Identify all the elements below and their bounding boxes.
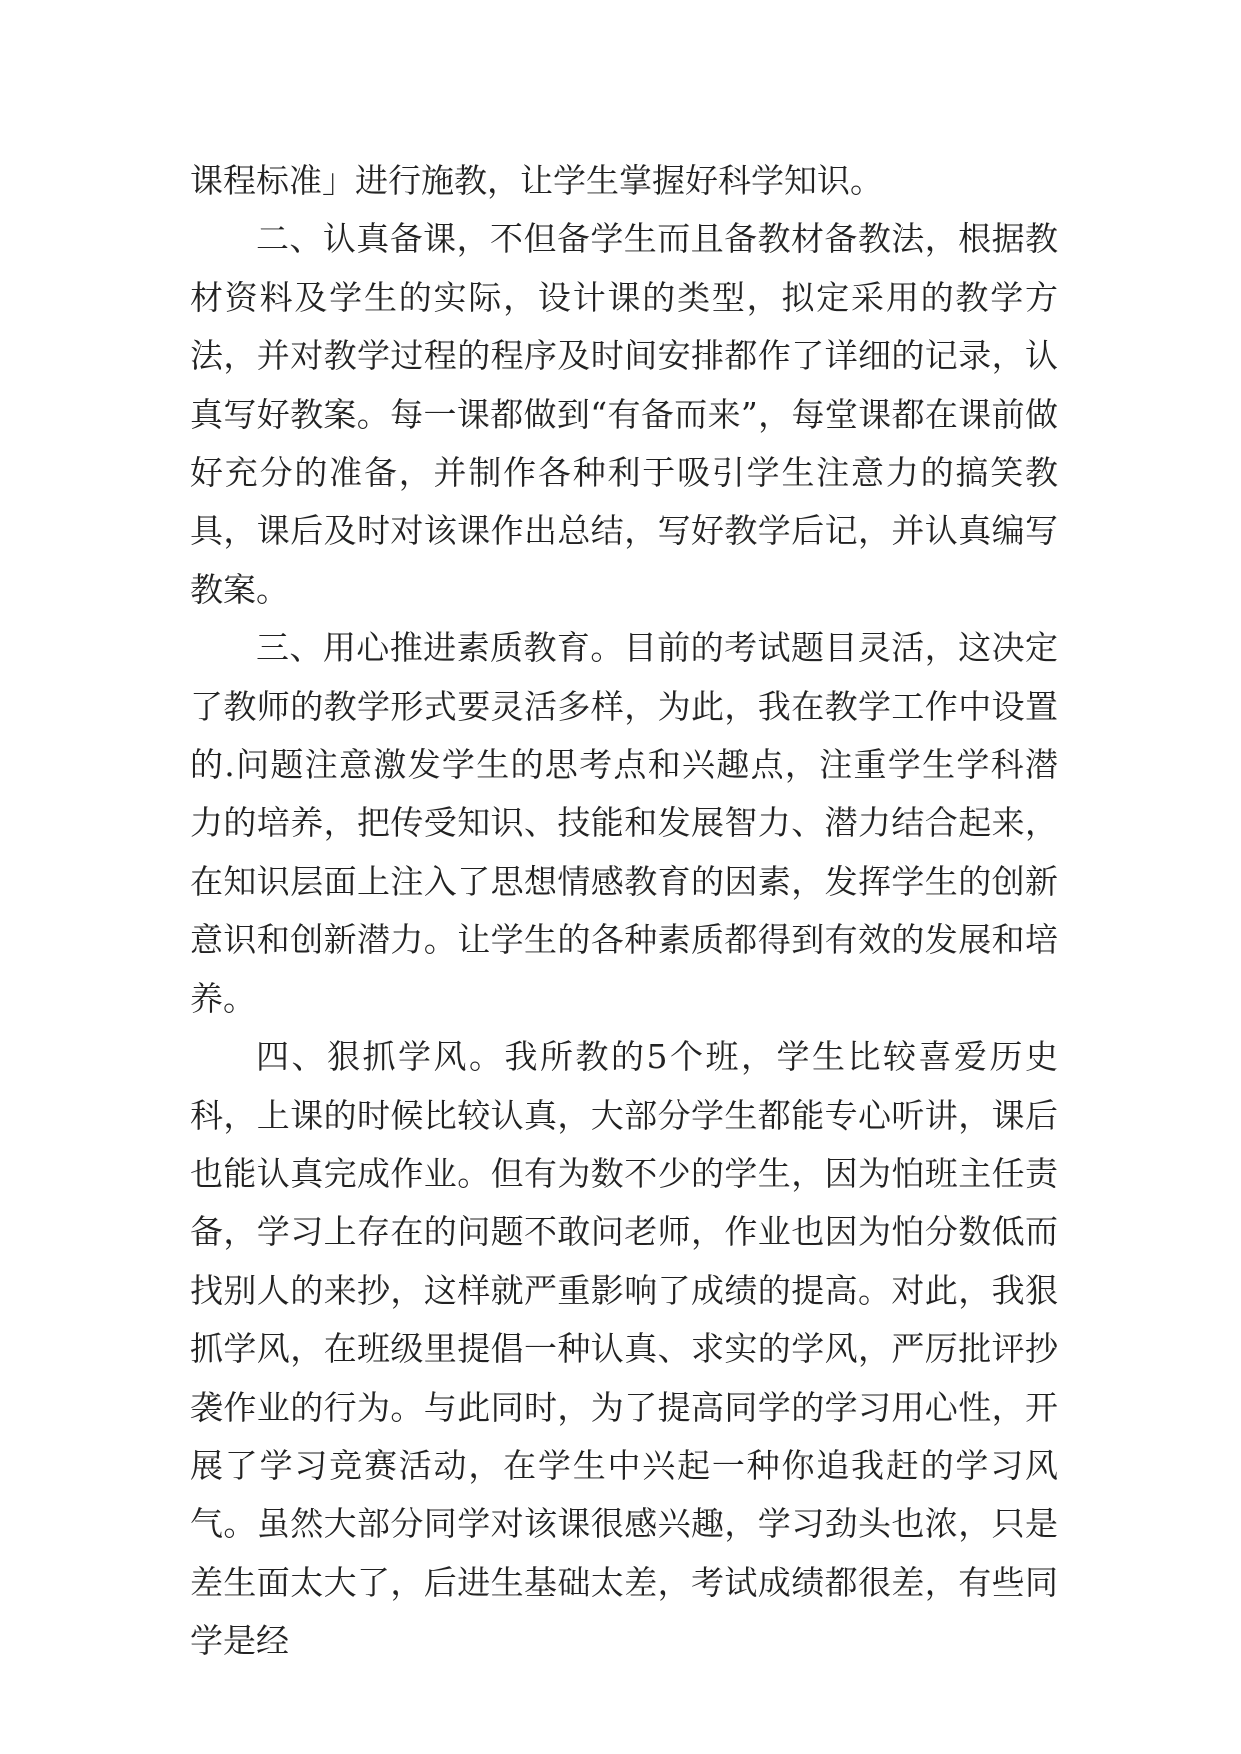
paragraph-4: 四、狠抓学风。我所教的5个班，学生比较喜爱历史科，上课的时候比较认真，大部分学生都能专心听讲，课后也能认真完成作业。但有为数不少的学生，因为怕班主任责备，学习上存在的问题不敢问老师，作业也因为怕分数低而找别人的来抄，这样就严重影响了成绩的提高。对此，我狠抓学风，在班级里提倡一种认真、求实的学风，严厉批评抄袭作业的行为。与此同时，为了提高同学的学习用心性，开展了学习竞赛活动，在学生中兴起一种你追我赶的学习风气。虽然大部分同学对该课很感兴趣，学习劲头也浓，只是差生面太大了，后进生基础太差，考试成绩都很差，有些同学是经 (190, 1037, 1058, 1661)
paragraph-1: 课程标准」进行施教，让学生掌握好科学知识。 (190, 161, 883, 200)
paragraph-3: 三、用心推进素质教育。目前的考试题目灵活，这决定了教师的教学形式要灵活多样，为此，我在教学工作中设置的.问题注意激发学生的思考点和兴趣点，注重学生学科潜力的培养，把传受知识、技能和发展智力、潜力结合起来，在知识层面上注入了思想情感教育的因素，发挥学生的创新意识和创新潜力。让学生的各种素质都得到有效的发展和培养。 (190, 628, 1058, 1018)
document-body (190, 152, 1058, 1671)
paragraph-2: 二、认真备课，不但备学生而且备教材备教法，根据教材资料及学生的实际，设计课的类型，拟定采用的教学方法，并对教学过程的程序及时间安排都作了详细的记录，认真写好教案。每一课都做到“有备而来”，每堂课都在课前做好充分的准备，并制作各种利于吸引学生注意力的搞笑教具，课后及时对该课作出总结，写好教学后记，并认真编写教案。 (190, 219, 1058, 609)
